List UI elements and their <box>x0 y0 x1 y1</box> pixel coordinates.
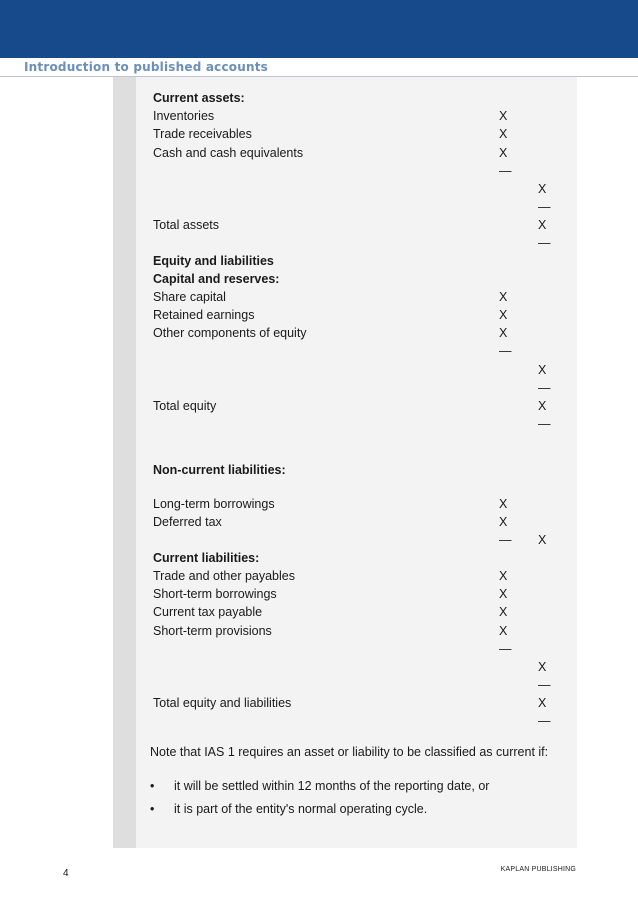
statement-row <box>153 324 573 342</box>
bullet-dot: • <box>150 779 155 793</box>
line-item-label: Retained earnings <box>153 308 255 322</box>
subtotal-column-value: X <box>499 497 508 511</box>
statement-row <box>153 342 573 360</box>
statement-row <box>153 603 573 621</box>
statement-row <box>153 712 573 730</box>
total-column-value: X <box>538 660 547 674</box>
line-item-label: Short-term provisions <box>153 624 272 638</box>
bullet-text: it is part of the entity's normal operating cycle. <box>174 802 428 816</box>
chapter-title: Introduction to published accounts <box>24 60 268 74</box>
total-column-value: X <box>538 696 547 710</box>
subtotal-column-value: X <box>499 326 508 340</box>
subtotal-column-value: X <box>499 146 508 160</box>
line-item-label: Share capital <box>153 290 226 304</box>
statement-row <box>153 640 573 658</box>
subtotal-column-value: X <box>499 308 508 322</box>
statement-row <box>153 658 573 676</box>
total-column-value: — <box>538 417 551 431</box>
statement-row <box>153 216 573 234</box>
total-column-value: — <box>538 714 551 728</box>
section-heading: Current assets: <box>153 91 245 105</box>
header-band <box>0 0 638 58</box>
statement-row <box>153 107 573 125</box>
line-item-label: Total equity <box>153 399 217 413</box>
subtotal-column-value: X <box>499 127 508 141</box>
total-column-value: X <box>538 533 547 547</box>
statement-row <box>153 461 573 479</box>
subtotal-column-value: X <box>499 624 508 638</box>
statement-row <box>153 162 573 180</box>
total-column-value: X <box>538 399 547 413</box>
statement-row <box>153 144 573 162</box>
statement-row <box>153 288 573 306</box>
subtotal-column-value: — <box>499 642 512 656</box>
subtotal-column-value: X <box>499 605 508 619</box>
subtotal-column-value: — <box>499 533 512 547</box>
section-heading: Equity and liabilities <box>153 254 274 268</box>
line-item-label: Deferred tax <box>153 515 222 529</box>
section-heading: Current liabilities: <box>153 551 260 565</box>
statement-row <box>153 379 573 397</box>
total-column-value: X <box>538 218 547 232</box>
total-column-value: — <box>538 200 551 214</box>
statement-row <box>153 531 573 549</box>
statement-row <box>153 567 573 585</box>
subtotal-column-value: X <box>499 109 508 123</box>
statement-row <box>153 252 573 270</box>
statement-row <box>153 397 573 415</box>
line-item-label: Total equity and liabilities <box>153 696 292 710</box>
total-column-value: X <box>538 182 547 196</box>
statement-row <box>153 676 573 694</box>
subtotal-column-value: — <box>499 164 512 178</box>
statement-row <box>153 694 573 712</box>
line-item-label: Cash and cash equivalents <box>153 146 304 160</box>
statement-row <box>153 306 573 324</box>
statement-row <box>153 549 573 567</box>
bullet-text: it will be settled within 12 months of the reporting date, or <box>174 779 490 793</box>
subtotal-column-value: X <box>499 587 508 601</box>
statement-row <box>153 198 573 216</box>
line-item-label: Trade and other payables <box>153 569 295 583</box>
statement-row <box>153 622 573 640</box>
line-item-label: Other components of equity <box>153 326 307 340</box>
statement-row <box>153 513 573 531</box>
total-column-value: X <box>538 363 547 377</box>
note-text: Note that IAS 1 requires an asset or liability to be classified as current if: <box>150 745 549 759</box>
total-column-value: — <box>538 381 551 395</box>
statement-row <box>153 270 573 288</box>
statement-row <box>153 415 573 433</box>
bullet-dot: • <box>150 802 155 816</box>
line-item-label: Total assets <box>153 218 220 232</box>
statement-row <box>153 125 573 143</box>
statement-row <box>153 234 573 252</box>
subtotal-column-value: X <box>499 515 508 529</box>
subtotal-column-value: X <box>499 290 508 304</box>
line-item-label: Inventories <box>153 109 215 123</box>
statement-row <box>153 585 573 603</box>
section-heading: Non-current liabilities: <box>153 463 286 477</box>
subtotal-column-value: — <box>499 344 512 358</box>
line-item-label: Trade receivables <box>153 127 252 141</box>
section-heading: Capital and reserves: <box>153 272 280 286</box>
page-number: 4 <box>63 868 69 879</box>
line-item-label: Short-term borrowings <box>153 587 277 601</box>
publisher-name: KAPLAN PUBLISHING <box>500 866 576 873</box>
statement-row <box>153 180 573 198</box>
panel-side-bar <box>113 77 136 848</box>
total-column-value: — <box>538 236 551 250</box>
total-column-value: — <box>538 678 551 692</box>
subtotal-column-value: X <box>499 569 508 583</box>
statement-row <box>153 89 573 107</box>
line-item-label: Long-term borrowings <box>153 497 275 511</box>
statement-row <box>153 361 573 379</box>
statement-row <box>153 495 573 513</box>
line-item-label: Current tax payable <box>153 605 263 619</box>
